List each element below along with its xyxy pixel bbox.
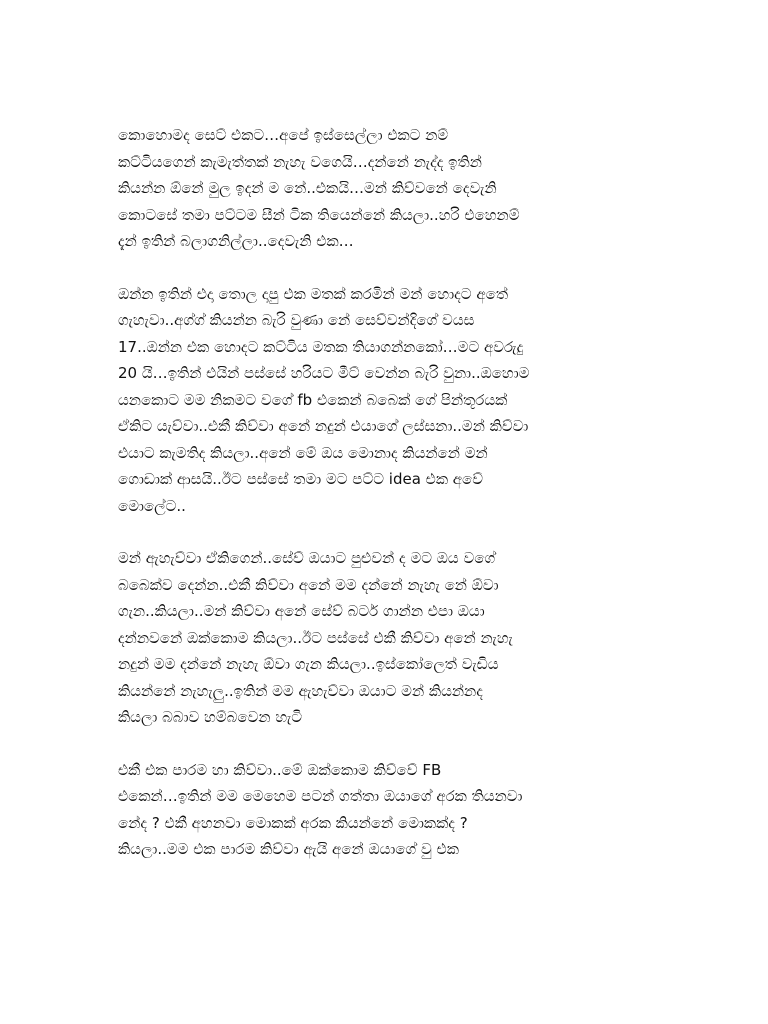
- text-line: ගොඩාක් ආසයි..ඊට පස්සේ තමා මට පට්ට idea එක අවේ: [118, 470, 484, 488]
- text-line: කොටසේ තමා පට්ටම සීන් ටික තියෙන්නේ කියලා..හරි එහෙනම්: [118, 205, 520, 224]
- text-line: නේද ? එකී අහනවා මොකක් අරක කියන්නේ මොකක්ද ?: [118, 813, 468, 832]
- text-line: 17..ඔන්න එක හොදට කට්ටිය මතක තියාගන්නකෝ…මට අවරුදු: [118, 337, 524, 356]
- text-line: දන්නවනේ ඔක්කොම කියලා..ඊට පස්සේ එකී කිව්වා අනේ නැහැ: [118, 628, 513, 647]
- text-line: බබෙක්ව දෙන්න..එකී කිව්වා අනේ මම දන්නේ නැහැ නේ ඕවා: [118, 575, 499, 594]
- document-body: [118, 122, 718, 889]
- text-line: එකී එක පාරම හා කිව්වා..මේ ඔක්කොම කිව්වේ FB: [118, 760, 442, 779]
- paragraph: [118, 122, 718, 255]
- text-line: කියලා බබාව හම්බවෙන හැටි: [118, 708, 303, 726]
- paragraph: [118, 545, 718, 731]
- text-line: කියන්නේ නැහැලු..ඉතින් මම ඇහැව්වා ඔයාට මන් කියන්නද: [118, 681, 483, 700]
- text-line: ඒකිට යැව්වා..එකී කිව්වා අනේ නදුන් එයාගේ ලස්සනා..මන් කිව්වා: [118, 417, 529, 435]
- paragraph: [118, 757, 718, 863]
- text-line: කට්ටියගෙන් කැමැත්තක් නැහැ වගෙයි…දන්නේ නැද්ද ඉතින්: [118, 152, 482, 171]
- paragraph: [118, 281, 718, 520]
- text-line: එයාට කැමතිද කියලා..අනේ මේ ඔය මොනාද කියන්නේ මන්: [118, 443, 488, 462]
- text-line: කියලා..මම එක පාරම කිව්වා ඇයි අනේ ඔයාගේ වු එක: [118, 840, 459, 858]
- text-line: ඔන්න ඉතින් එදා තොල දාපු එක මතක් කරමින් මන් හොදට අතේ: [118, 284, 508, 303]
- text-line: මන් ඇහැව්වා ඒකිගෙන්..සේව් ඔයාට පුළුවන් ද මට ඔය වගේ: [118, 549, 496, 567]
- text-line: 20 යි…ඉතින් එයින් පස්සේ හරියට මීට් වෙන්න බැරි වුනා..ඔහොම: [118, 364, 530, 382]
- text-line: යනකොට මම නිකමට වගේ fb එකෙන් බබෙක් ගේ පින්තූරයක්: [118, 390, 508, 409]
- text-line: ගැහැවා..අග්ග් කියන්න බැරි වුණා නේ සෙව්වන්දිගේ වයස: [118, 311, 475, 329]
- text-line: නදුන් මම දන්නේ නැහැ ඕවා ගැන කියලා..ඉස්කෝලෙත් වැඩිය: [118, 655, 499, 673]
- text-line: මොලේට..: [118, 496, 186, 515]
- text-line: දැන් ඉතින් බලාගනිල්ලා..දෙවැනි එක…: [118, 232, 354, 250]
- text-line: ගැන..කියලා..මන් කිව්වා අනේ සේව් බටර් ගාන්න එපා ඔයා: [118, 602, 485, 620]
- text-line: එකෙන්…ඉතින් මම මෙහෙම පටන් ගත්තා ඔයාගේ අරක තියනවා: [118, 787, 523, 805]
- text-line: කොහොමද සෙට් එකට…අපේ ඉස්සෙල්ලා එකට නම්: [118, 126, 449, 144]
- text-line: කියන්න ඕනේ මුල ඉදන් ම නේ..එකයි…මන් කිව්වනේ දෙවැනි: [118, 179, 497, 197]
